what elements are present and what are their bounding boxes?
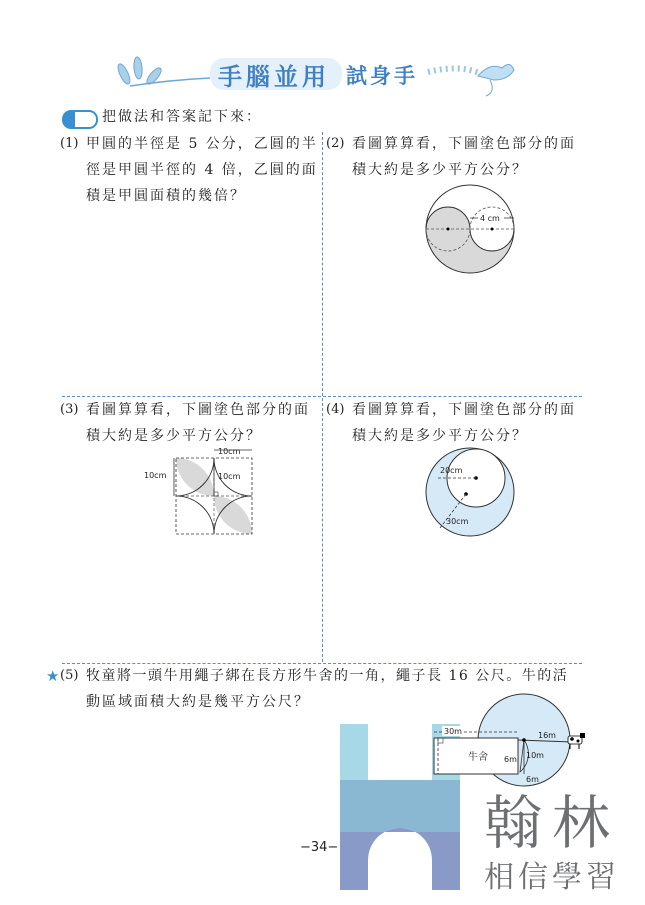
watermark-brand: 翰林 [484,789,621,857]
question-1-line-1: 甲圓的半徑是 5 公分，乙圓的半 [86,136,318,152]
q4-label-big: 30cm [446,517,469,526]
question-4-number: (4) [326,402,345,417]
bird-icon [478,64,514,96]
q5-label-6b: 6m [526,775,539,784]
q4-label-small: 20cm [440,466,463,475]
question-3-number: (3) [60,402,79,417]
header-title: 手腦並用 [218,63,330,91]
instruction-pill-icon [62,110,98,129]
q3-label-inner: 10cm [218,472,241,481]
question-5-number: (5) [60,668,79,683]
q5-label-30: 30m [444,727,462,736]
question-2-line-2: 積大約是多少平方公分？ [352,162,528,178]
header-banner [110,50,530,102]
question-3-line-1: 看圖算算看，下圖塗色部分的面 [86,402,310,418]
q5-barn-label: 牛舍 [468,752,488,763]
question-4-line-2: 積大約是多少平方公分？ [352,428,528,444]
question-3-line-2: 積大約是多少平方公分？ [86,428,262,444]
q3-label-left: 10cm [144,471,167,480]
q3-label-top: 10cm [218,447,241,456]
q2-label: 4 cm [480,214,500,223]
question-2-line-1: 看圖算算看，下圖塗色部分的面 [352,136,576,152]
question-1-line-3: 積是甲圓面積的幾倍？ [86,188,246,204]
watermark-slogan: 相信學習 [484,860,620,895]
question-1-number: (1) [60,136,79,151]
star-icon: ★ [46,667,60,685]
question-4-line-1: 看圖算算看，下圖塗色部分的面 [352,402,576,418]
question-1-line-2: 徑是甲圓半徑的 4 倍，乙圓的面 [86,162,318,178]
cow-icon [568,733,585,749]
question-2-number: (2) [326,136,345,151]
instruction-text: 把做法和答案記下來： [102,109,262,125]
divider-vertical [322,132,323,662]
question-4-figure [420,446,526,542]
question-5-line-2: 動區域面積大約是幾平方公尺？ [86,694,310,710]
question-3-figure [142,444,260,540]
question-5-line-1: 牧童將一頭牛用繩子綁在長方形牛舍的一角，繩子長 16 公尺。牛的活 [86,668,569,684]
q5-label-10: 10m [526,751,544,760]
q5-label-16: 16m [538,731,556,740]
q5-label-6a: 6m [504,755,517,764]
header-subtitle: 試身手 [346,64,418,88]
question-2-figure [418,184,522,274]
page-number: −34− [300,840,339,855]
